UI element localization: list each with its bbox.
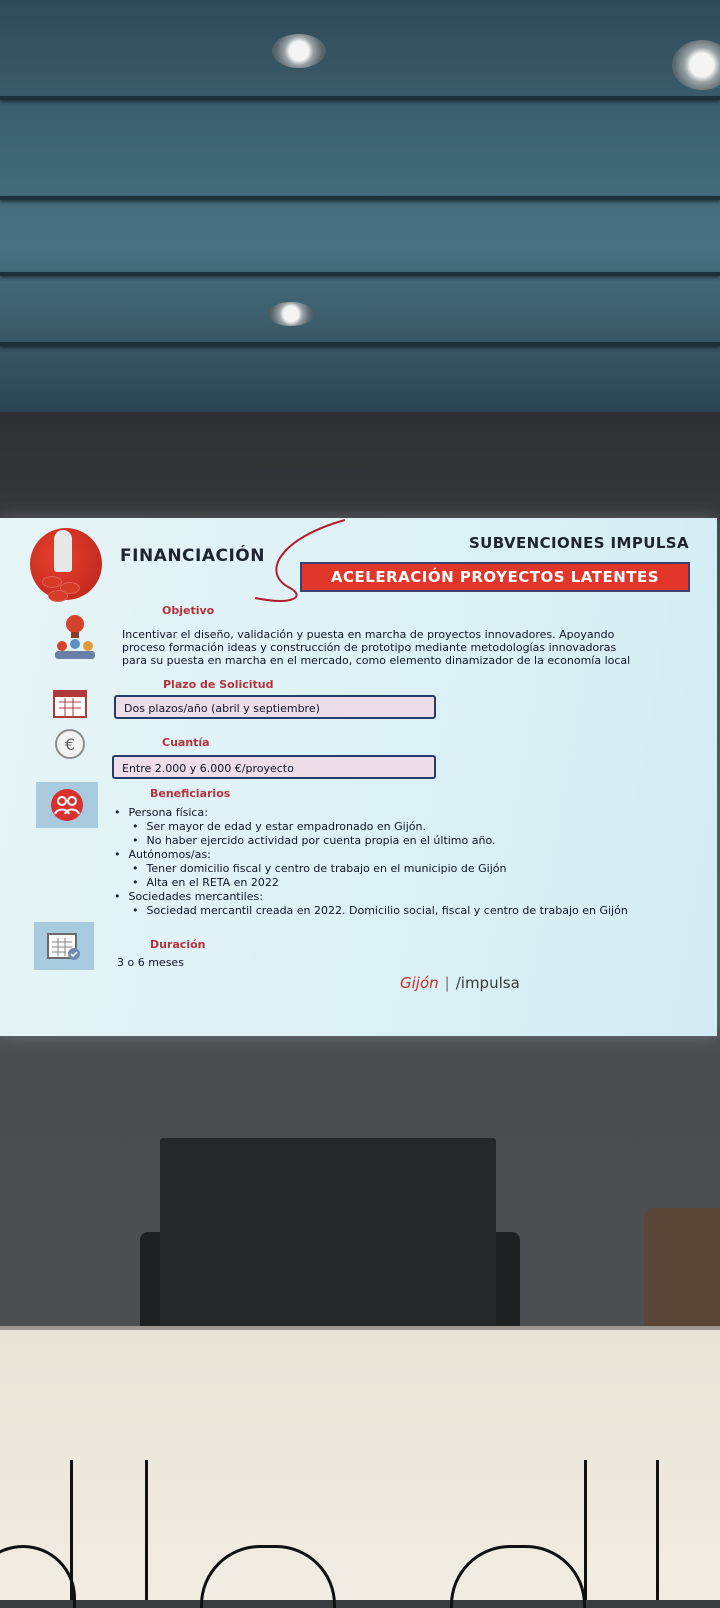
list-item <box>114 820 628 834</box>
list-item <box>114 806 628 820</box>
ceiling <box>0 0 720 412</box>
ceiling-slat <box>0 342 720 346</box>
list-item <box>114 890 628 904</box>
brand-city: Gijón <box>400 974 439 992</box>
group-item: Alta en el RETA en 2022 <box>146 876 279 889</box>
duracion-label: Duración <box>150 938 206 951</box>
beneficiarios-group-icon <box>36 782 98 828</box>
table-graphic <box>584 1460 587 1600</box>
objetivo-text: Incentivar el diseño, validación y puesta en marcha de proyectos innovadores. Apoyando proceso formación ideas y construcción de prototipo mediante metodologías innovadoras para su puesta en marcha en el mercado, como elemento dinamizador de la economía local <box>122 628 631 667</box>
ceiling-slat <box>0 96 720 100</box>
gijon-impulsa-logo: Gijón | /impulsa <box>400 974 520 992</box>
ceiling-slat <box>0 196 720 200</box>
calendar-icon <box>46 684 94 722</box>
group-item: No haber ejercido actividad por cuenta propia en el último año. <box>146 834 496 847</box>
rocket-icon <box>54 530 72 572</box>
cuantia-label: Cuantía <box>162 736 210 749</box>
svg-text:€: € <box>64 735 76 754</box>
brand-program: impulsa <box>460 974 520 992</box>
group-item: Tener domicilio fiscal y centro de trabajo en el municipio de Gijón <box>146 862 507 875</box>
group-item: Ser mayor de edad y estar empadronado en Gijón. <box>146 820 426 833</box>
beneficiarios-label: Beneficiarios <box>150 787 231 800</box>
group-title: Autónomos/as: <box>128 848 211 861</box>
duracion-value: 3 o 6 meses <box>117 956 184 969</box>
euro-coin-icon <box>50 726 90 762</box>
ceiling-light <box>268 302 314 326</box>
program-title: SUBVENCIONES IMPULSA <box>468 534 689 552</box>
group-item: Sociedad mercantil creada en 2022. Domicilio social, fiscal y centro de trabajo en Gijón <box>146 904 628 917</box>
objetivo-label: Objetivo <box>162 604 215 617</box>
calendar-check-icon <box>34 922 94 970</box>
idea-people-icon <box>50 612 100 660</box>
ceiling-slat <box>0 272 720 276</box>
table-graphic <box>145 1460 148 1600</box>
plazo-label: Plazo de Solicitud <box>163 678 274 691</box>
group-title: Sociedades mercantiles: <box>128 890 263 903</box>
section-title: FINANCIACIÓN <box>120 546 265 566</box>
cuantia-value-box: Entre 2.000 y 6.000 €/proyecto <box>112 755 436 779</box>
table-graphic <box>656 1460 659 1600</box>
list-item <box>114 862 628 876</box>
table <box>0 1330 720 1600</box>
projected-slide <box>0 518 717 1036</box>
list-item <box>114 876 628 890</box>
list-item <box>114 904 628 918</box>
list-item <box>114 848 628 862</box>
list-item <box>114 834 628 848</box>
chair-back <box>644 1208 720 1338</box>
monitor-back <box>160 1138 496 1338</box>
banner-title: ACELERACIÓN PROYECTOS LATENTES <box>300 562 690 592</box>
coin-icon <box>48 590 68 602</box>
group-title: Persona física: <box>128 806 208 819</box>
plazo-value-box: Dos plazos/año (abril y septiembre) <box>114 695 436 719</box>
ceiling-sensor <box>672 40 720 90</box>
ceiling-light <box>272 34 326 68</box>
beneficiarios-list <box>114 806 628 918</box>
coin-icon <box>42 576 62 588</box>
